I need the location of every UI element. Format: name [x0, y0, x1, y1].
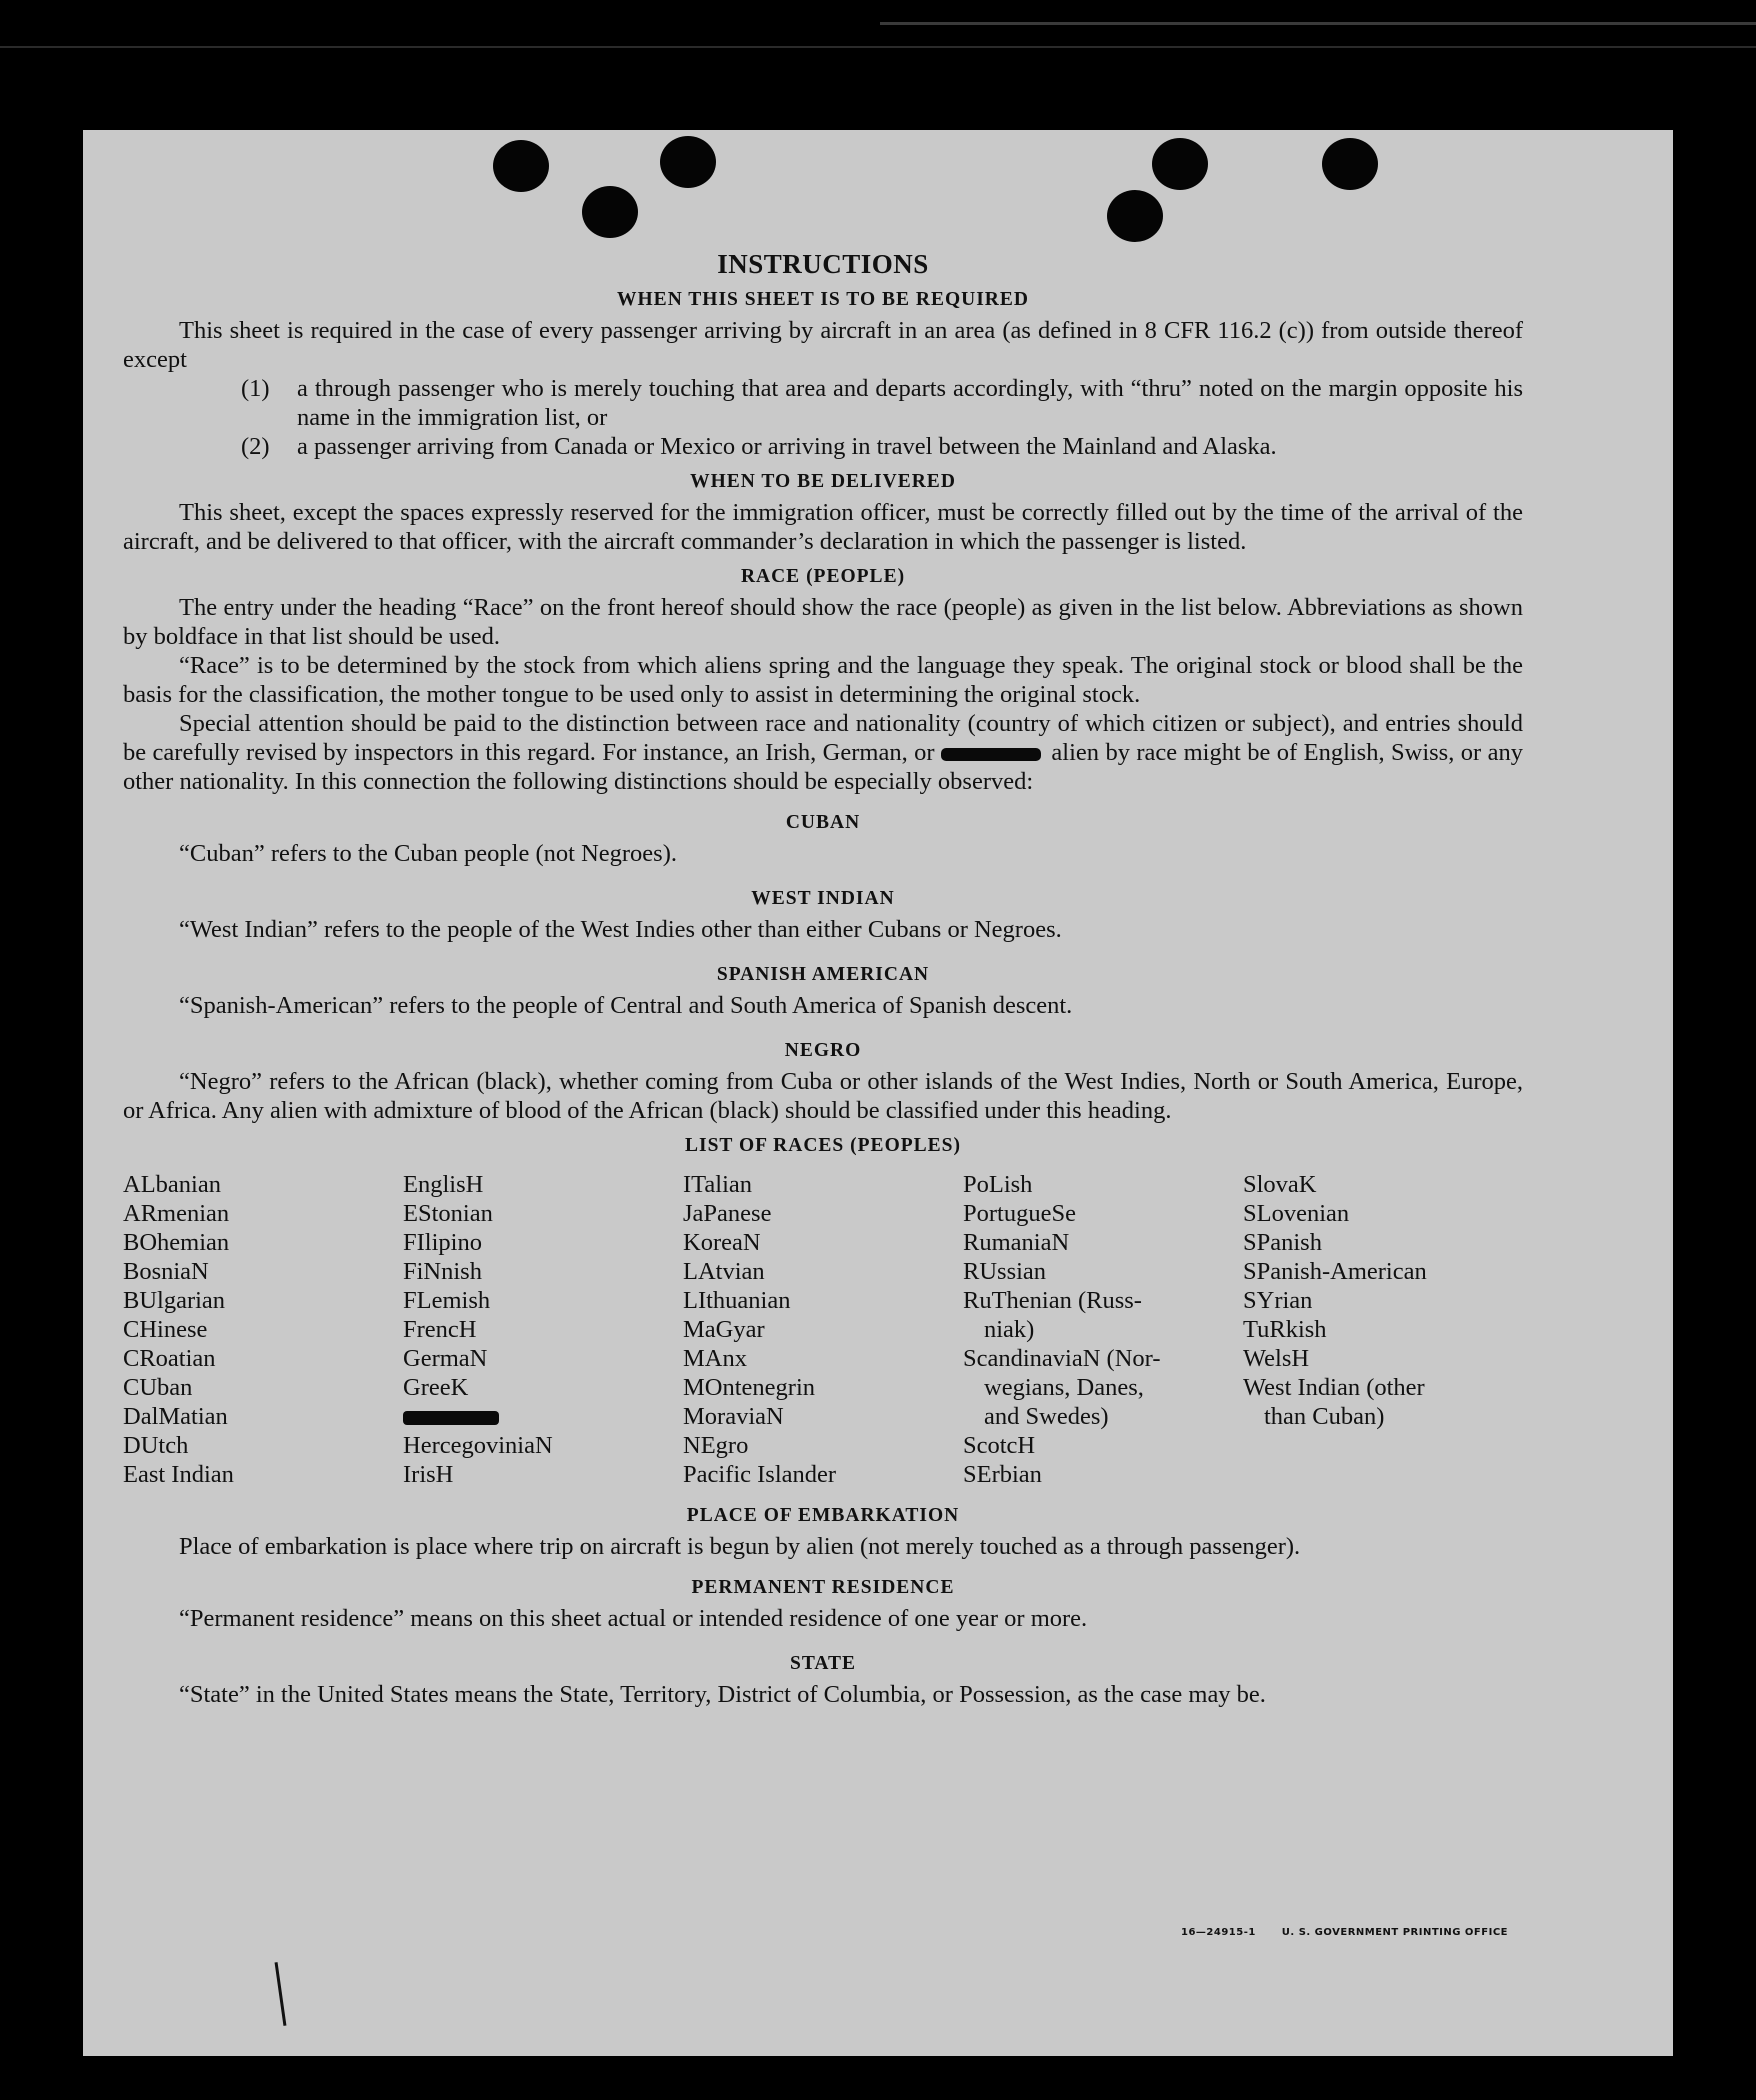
punch-hole: [582, 186, 638, 238]
redaction-mark: [941, 748, 1041, 761]
punch-hole: [1107, 190, 1163, 242]
list-item: [123, 432, 1523, 461]
race-entry: BosniaN: [123, 1258, 209, 1285]
race-entry: CRoatian: [123, 1345, 216, 1372]
race-entry: EnglisH: [403, 1171, 484, 1198]
race-entry: FIlipino: [403, 1229, 482, 1256]
race-entry: GermaN: [403, 1345, 488, 1372]
race-entry: ALbanian: [123, 1171, 221, 1198]
race-entry: GreeK: [403, 1374, 469, 1401]
race-entry: KoreaN: [683, 1229, 761, 1256]
section-heading: WHEN THIS SHEET IS TO BE REQUIRED: [617, 289, 1029, 310]
race-column: [123, 1170, 403, 1489]
race-entry: ARmenian: [123, 1200, 230, 1227]
section-heading: PERMANENT RESIDENCE: [691, 1577, 955, 1598]
race-entry: SPanish-American: [1243, 1258, 1427, 1285]
paragraph: This sheet is required in the case of every passenger arriving by aircraft in an area (as defined in 8 CFR 116.2 (c)) from outside thereof except: [123, 317, 1523, 373]
form-footer: [1159, 1927, 1508, 1938]
paragraph-part: Special attention should be paid to the distinction between race and nationality (country of which citizen or subject), and entries should be carefully revised by inspectors in this regard. For instance, an Irish, German, or: [123, 710, 1523, 766]
race-entry: ScandinaviaN (Nor-: [963, 1345, 1161, 1372]
race-column: [403, 1170, 683, 1489]
scan-border-line: [880, 22, 1756, 25]
race-entry: than Cuban): [1264, 1403, 1385, 1430]
punch-hole: [1152, 138, 1208, 190]
scan-border-line: [0, 46, 1756, 48]
paragraph: “Cuban” refers to the Cuban people (not Negroes).: [179, 840, 677, 867]
race-entry: DalMatian: [123, 1403, 228, 1430]
race-entry: RuThenian (Russ-: [963, 1287, 1142, 1314]
paragraph-part: alien by race might be of English, Swiss, or any other nationality. In this connection the following distinctions should be especially observed:: [123, 739, 1523, 795]
race-entry: MAnx: [683, 1345, 747, 1372]
race-column: [683, 1170, 963, 1489]
item-number: (1): [241, 375, 270, 402]
race-entry: [403, 1402, 683, 1431]
redaction-mark: [403, 1411, 499, 1425]
punch-hole: [493, 140, 549, 192]
paragraph: “West Indian” refers to the people of the West Indies other than either Cubans or Negroes.: [179, 916, 1062, 943]
race-list: [123, 1170, 1523, 1489]
race-entry: MaGyar: [683, 1316, 765, 1343]
section-heading: NEGRO: [784, 1040, 862, 1061]
race-entry: CHinese: [123, 1316, 208, 1343]
race-entry: ITalian: [683, 1171, 753, 1198]
race-entry: DUtch: [123, 1432, 189, 1459]
race-entry: FLemish: [403, 1287, 491, 1314]
paragraph: “Spanish-American” refers to the people of Central and South America of Spanish descent.: [179, 992, 1073, 1019]
race-entry: IrisH: [403, 1461, 454, 1488]
race-entry: NEgro: [683, 1432, 749, 1459]
item-text: a passenger arriving from Canada or Mexico or arriving in travel between the Mainland and Alaska.: [297, 433, 1277, 460]
race-entry: EStonian: [403, 1200, 493, 1227]
race-entry: WelsH: [1243, 1345, 1310, 1372]
race-entry: SYrian: [1243, 1287, 1313, 1314]
race-entry: LAtvian: [683, 1258, 765, 1285]
race-entry: FiNnish: [403, 1258, 482, 1285]
race-entry: SLovenian: [1243, 1200, 1350, 1227]
race-column: [1243, 1170, 1523, 1489]
race-entry: niak): [984, 1316, 1035, 1343]
race-entry: West Indian (other: [1243, 1374, 1425, 1401]
paragraph: [123, 709, 1523, 796]
race-entry: TuRkish: [1243, 1316, 1327, 1343]
section-heading: STATE: [789, 1653, 857, 1674]
race-entry: BUlgarian: [123, 1287, 226, 1314]
race-entry: BOhemian: [123, 1229, 230, 1256]
paragraph: “State” in the United States means the State, Territory, District of Columbia, or Possession, as the case may be.: [179, 1681, 1266, 1708]
race-entry: ScotcH: [963, 1432, 1036, 1459]
item-number: (2): [241, 433, 270, 460]
form-number: 16—24915-1: [1180, 1927, 1256, 1938]
list-item: [123, 374, 1523, 432]
punch-hole: [1322, 138, 1378, 190]
paragraph: “Permanent residence” means on this sheet actual or intended residence of one year or more.: [179, 1605, 1088, 1632]
paragraph: “Race” is to be determined by the stock from which aliens spring and the language they speak. The original stock or blood shall be the basis for the classification, the mother tongue to be used only to assist in determining the original stock.: [123, 652, 1523, 708]
section-heading: LIST OF RACES (PEOPLES): [684, 1135, 961, 1156]
race-entry: East Indian: [123, 1461, 234, 1488]
race-column: [963, 1170, 1243, 1489]
race-entry: SPanish: [1243, 1229, 1322, 1256]
item-text: a through passenger who is merely touching that area and departs accordingly, with “thru” noted on the margin opposite his name in the immigration list, or: [297, 375, 1523, 431]
race-entry: FrencH: [403, 1316, 477, 1343]
race-entry: PoLish: [963, 1171, 1033, 1198]
race-entry: SlovaK: [1243, 1171, 1317, 1198]
race-entry: RumaniaN: [963, 1229, 1070, 1256]
paragraph: This sheet, except the spaces expressly reserved for the immigration officer, must be correctly filled out by the time of the arrival of the aircraft, and be delivered to that officer, with the aircraft commander’s declaration in which the passenger is listed.: [123, 499, 1523, 555]
printer-imprint: U. S. GOVERNMENT PRINTING OFFICE: [1281, 1927, 1508, 1938]
section-heading: RACE (PEOPLE): [740, 566, 906, 587]
race-entry: JaPanese: [683, 1200, 772, 1227]
section-heading: WHEN TO BE DELIVERED: [690, 471, 956, 492]
race-entry: and Swedes): [984, 1403, 1109, 1430]
paragraph: The entry under the heading “Race” on the front hereof should show the race (people) as given in the list below. Abbreviations as shown by boldface in that list should be used.: [123, 594, 1523, 650]
paragraph: Place of embarkation is place where trip on aircraft is begun by alien (not merely touched as a through passenger).: [179, 1533, 1301, 1560]
race-entry: CUban: [123, 1374, 193, 1401]
race-entry: MoraviaN: [683, 1403, 784, 1430]
race-entry: PortugueSe: [963, 1200, 1076, 1227]
race-entry: RUssian: [963, 1258, 1047, 1285]
race-entry: wegians, Danes,: [984, 1374, 1144, 1401]
race-entry: LIthuanian: [683, 1287, 791, 1314]
race-entry: MOntenegrin: [683, 1374, 815, 1401]
section-heading: CUBAN: [785, 812, 861, 833]
section-heading: SPANISH AMERICAN: [716, 964, 930, 985]
section-heading: WEST INDIAN: [751, 888, 895, 909]
race-entry: Pacific Islander: [683, 1461, 837, 1488]
race-entry: SErbian: [963, 1461, 1042, 1488]
section-heading: PLACE OF EMBARKATION: [686, 1505, 960, 1526]
instructions-body: [123, 250, 1523, 1709]
page-title: INSTRUCTIONS: [717, 249, 929, 279]
pen-mark: [275, 1962, 287, 2026]
race-entry: HercegoviniaN: [403, 1432, 553, 1459]
punch-hole: [660, 136, 716, 188]
paragraph: “Negro” refers to the African (black), whether coming from Cuba or other islands of the West Indies, North or South America, Europe, or Africa. Any alien with admixture of blood of the African (black) should be classified under this heading.: [123, 1068, 1523, 1124]
document-page: [83, 130, 1673, 2056]
